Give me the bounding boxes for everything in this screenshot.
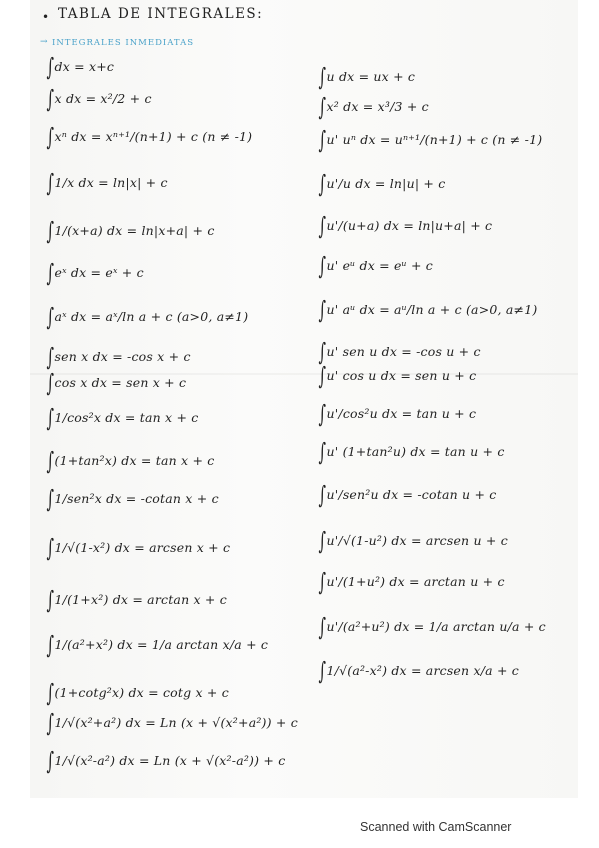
scanner-watermark: Scanned with CamScanner	[360, 820, 512, 834]
formula-row	[44, 403, 199, 433]
formula-row	[44, 678, 229, 708]
formula-row	[44, 168, 168, 198]
integral-sign-icon: ∫	[46, 259, 55, 287]
section-subtitle: INTEGRALES INMEDIATAS	[52, 38, 195, 48]
integral-sign-icon: ∫	[318, 481, 327, 509]
formula-text: u'/(a²+u²) dx = 1/a arctan u/a + c	[326, 618, 546, 634]
formula-text: 1/cos²x dx = tan x + c	[54, 409, 199, 425]
integral-sign-icon: ∫	[318, 657, 327, 685]
formula-row	[316, 92, 429, 122]
formula-text: u'/(1+u²) dx = arctan u + c	[326, 573, 505, 589]
bullet-icon: •	[42, 10, 50, 24]
formula-text: 1/x dx = ln|x| + c	[54, 174, 168, 190]
formula-row	[316, 251, 433, 281]
formula-text: 1/sen²x dx = -cotan x + c	[54, 490, 219, 506]
formula-row	[44, 484, 219, 514]
formula-row	[44, 258, 144, 288]
integral-sign-icon: ∫	[46, 303, 55, 331]
formula-row	[44, 446, 215, 476]
formula-text: x dx = x²/2 + c	[54, 90, 152, 106]
formula-row	[44, 122, 252, 152]
integral-sign-icon: ∫	[46, 53, 55, 81]
formula-row	[44, 368, 186, 398]
formula-text: u'/(u+a) dx = ln|u+a| + c	[326, 217, 493, 233]
formula-row	[316, 437, 505, 467]
formula-row	[316, 480, 497, 510]
formula-row	[44, 533, 230, 563]
formula-row	[316, 656, 519, 686]
formula-text: u'/sen²u dx = -cotan u + c	[326, 486, 497, 502]
integral-sign-icon: ∫	[318, 252, 327, 280]
formula-text: u' sen u dx = -cos u + c	[326, 343, 481, 359]
formula-text: cos x dx = sen x + c	[54, 374, 187, 390]
formula-row	[316, 211, 492, 241]
integral-sign-icon: ∫	[318, 212, 327, 240]
integral-sign-icon: ∫	[46, 709, 55, 737]
formula-row	[316, 125, 542, 155]
page-title: TABLA DE INTEGRALES:	[58, 6, 264, 22]
formula-row	[44, 630, 268, 660]
integral-sign-icon: ∫	[46, 586, 55, 614]
integral-sign-icon: ∫	[318, 338, 327, 366]
integral-sign-icon: ∫	[46, 447, 55, 475]
formula-row	[44, 708, 298, 738]
integral-sign-icon: ∫	[46, 747, 55, 775]
formula-row	[316, 361, 476, 391]
formula-text: u'/√(1-u²) dx = arcsen u + c	[326, 532, 508, 548]
arrow-icon: →	[40, 37, 48, 47]
formula-row	[316, 62, 415, 92]
formula-row	[44, 302, 248, 332]
formula-text: u' aᵘ dx = aᵘ/ln a + c (a>0, a≠1)	[326, 301, 538, 317]
formula-text: 1/√(1-x²) dx = arcsen x + c	[54, 539, 231, 555]
formula-text: x² dx = x³/3 + c	[326, 98, 429, 114]
formula-row	[316, 399, 476, 429]
formula-row	[316, 567, 505, 597]
integral-sign-icon: ∫	[318, 568, 327, 596]
formula-row	[44, 84, 152, 114]
formula-text: u' (1+tan²u) dx = tan u + c	[326, 443, 505, 459]
integral-sign-icon: ∫	[46, 485, 55, 513]
formula-row	[316, 295, 537, 325]
formula-text: 1/(1+x²) dx = arctan x + c	[54, 591, 227, 607]
formula-text: eˣ dx = eˣ + c	[54, 264, 144, 280]
formula-text: u' cos u dx = sen u + c	[326, 367, 477, 383]
formula-text: u' uⁿ dx = uⁿ⁺¹/(n+1) + c (n ≠ -1)	[326, 131, 543, 147]
integral-sign-icon: ∫	[46, 85, 55, 113]
formula-row	[44, 585, 227, 615]
integral-sign-icon: ∫	[318, 93, 327, 121]
formula-text: 1/√(x²+a²) dx = Ln (x + √(x²+a²)) + c	[54, 714, 298, 730]
formula-text: dx = x+c	[54, 58, 115, 74]
integral-sign-icon: ∫	[318, 170, 327, 198]
integral-sign-icon: ∫	[318, 126, 327, 154]
integral-sign-icon: ∫	[318, 527, 327, 555]
formula-row	[316, 169, 445, 199]
formula-text: (1+tan²x) dx = tan x + c	[54, 452, 215, 468]
formula-row	[44, 216, 215, 246]
formula-row	[316, 612, 546, 642]
formula-text: 1/(x+a) dx = ln|x+a| + c	[54, 222, 215, 238]
integral-sign-icon: ∫	[318, 362, 327, 390]
integral-sign-icon: ∫	[46, 123, 55, 151]
integral-sign-icon: ∫	[46, 534, 55, 562]
formula-text: u'/cos²u dx = tan u + c	[326, 405, 477, 421]
formula-row	[44, 52, 114, 82]
integral-sign-icon: ∫	[318, 296, 327, 324]
integral-sign-icon: ∫	[318, 400, 327, 428]
formula-text: u'/u dx = ln|u| + c	[326, 175, 446, 191]
formula-row	[44, 746, 285, 776]
formula-text: 1/√(x²-a²) dx = Ln (x + √(x²-a²)) + c	[54, 752, 286, 768]
formula-text: aˣ dx = aˣ/ln a + c (a>0, a≠1)	[54, 308, 249, 324]
formula-text: sen x dx = -cos x + c	[54, 348, 191, 364]
integral-sign-icon: ∫	[46, 679, 55, 707]
formula-text: u' eᵘ dx = eᵘ + c	[326, 257, 434, 273]
formula-text: (1+cotg²x) dx = cotg x + c	[54, 684, 229, 700]
formula-text: 1/(a²+x²) dx = 1/a arctan x/a + c	[54, 636, 269, 652]
formula-row	[316, 526, 508, 556]
integral-sign-icon: ∫	[318, 63, 327, 91]
integral-sign-icon: ∫	[46, 169, 55, 197]
integral-sign-icon: ∫	[46, 217, 55, 245]
formula-text: u dx = ux + c	[326, 68, 416, 84]
formula-text: xⁿ dx = xⁿ⁺¹/(n+1) + c (n ≠ -1)	[54, 128, 253, 144]
integral-sign-icon: ∫	[318, 613, 327, 641]
formula-text: 1/√(a²-x²) dx = arcsen x/a + c	[326, 662, 519, 678]
integral-sign-icon: ∫	[46, 343, 55, 371]
integral-sign-icon: ∫	[46, 631, 55, 659]
integral-sign-icon: ∫	[46, 369, 55, 397]
integral-sign-icon: ∫	[46, 404, 55, 432]
integral-sign-icon: ∫	[318, 438, 327, 466]
